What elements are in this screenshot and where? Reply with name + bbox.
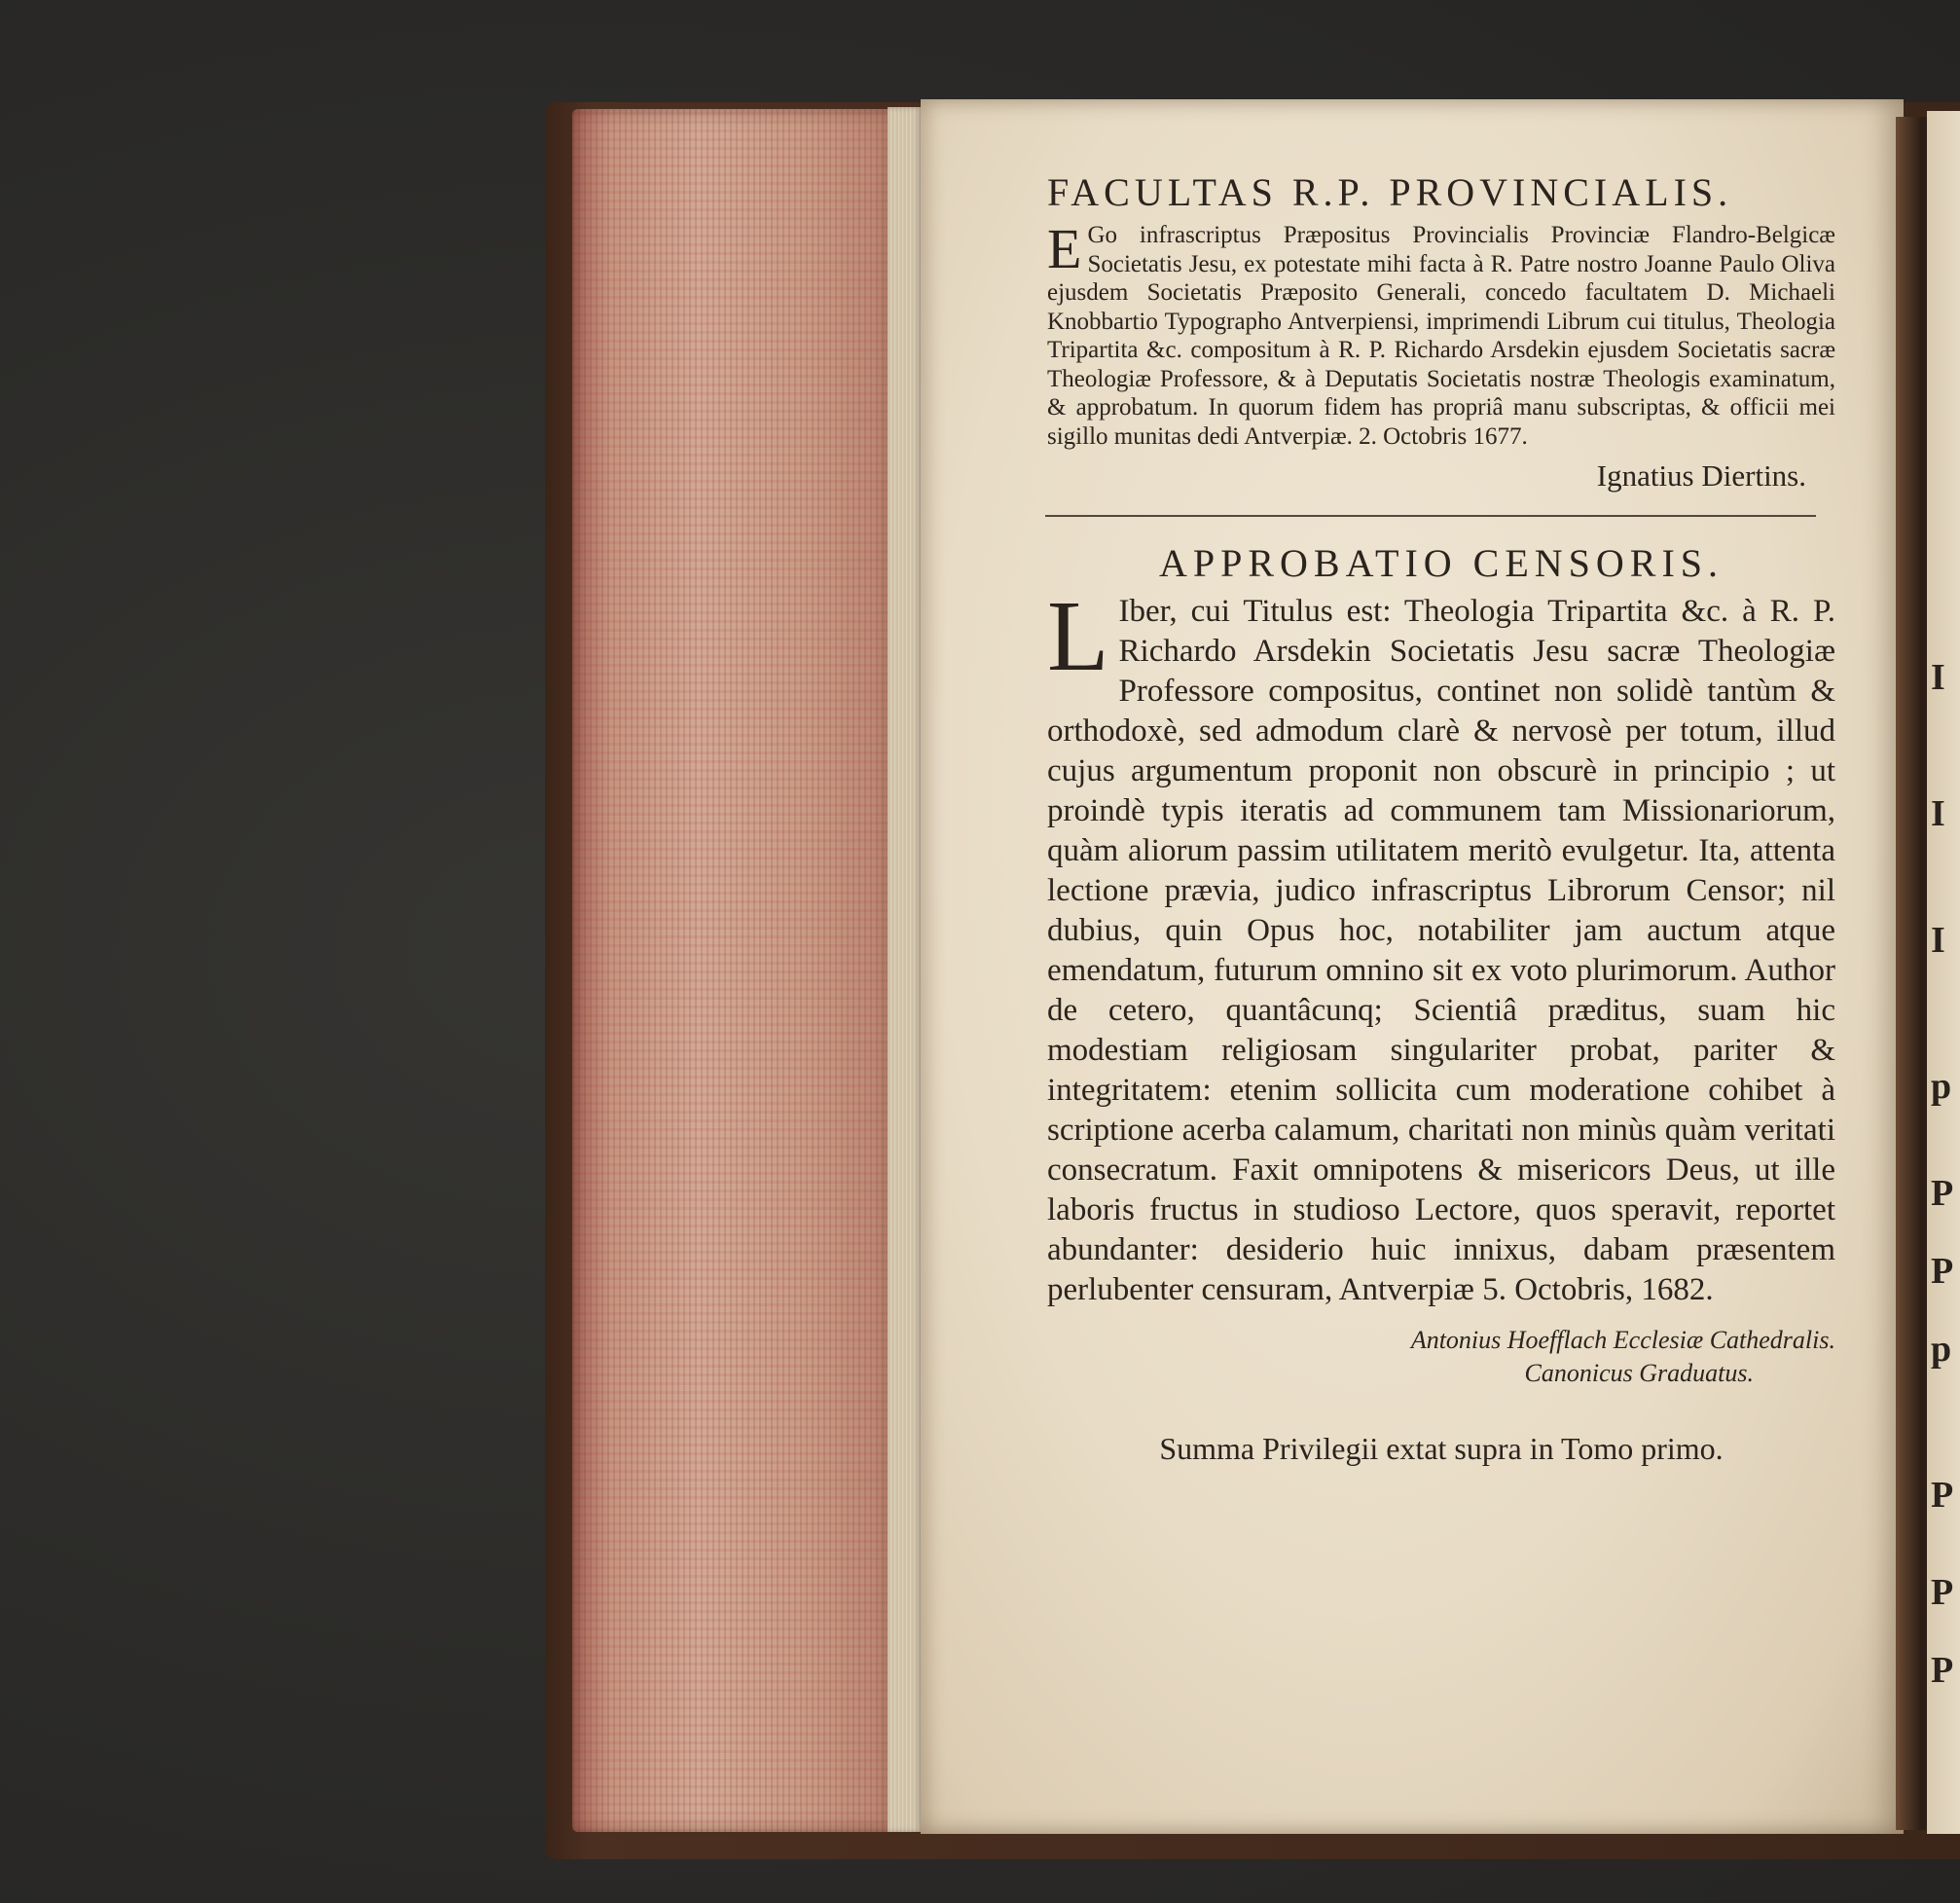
facing-page-fragment: I bbox=[1931, 657, 1945, 698]
facultas-dropcap: E bbox=[1047, 217, 1082, 280]
facing-page-fragment: p bbox=[1931, 1329, 1952, 1370]
facing-page-fragment: I bbox=[1931, 920, 1945, 961]
approbatio-heading: APPROBATIO CENSORIS. bbox=[1158, 541, 1724, 585]
facing-page-edge bbox=[1927, 111, 1960, 1834]
book-page bbox=[921, 99, 1904, 1834]
facing-page-fragment: P bbox=[1931, 1650, 1954, 1691]
facultas-body: Go infrascriptus Præpositus Provincialis Provinciæ Flandro-Belgicæ Societatis Jesu, ex potestate mihi facta à R. Patre nostro Joanne Paulo Oliva ejusdem Societatis Præposito Generali, concedo facultatem D. Michaeli Knobbartio Typographo Antverpiensi, imprimendi Librum cui titulus, Theologia Tripartita &c. compositum à R. P. Richardo Arsdekin ejusdem Societatis sacræ Theologiæ Professore, & à Deputatis Societatis nostræ Theologis examinatum, & approbatum. In quorum fidem has propriâ manu subscriptas, & officii mei sigillo munitas dedi Antverpiæ. 2. Octobris 1677. bbox=[1047, 222, 1835, 450]
approbatio-dropcap: L bbox=[1047, 580, 1109, 692]
facing-page-fragment: p bbox=[1931, 1066, 1952, 1107]
facultas-heading: FACULTAS R.P. PROVINCIALIS. bbox=[1047, 170, 1733, 214]
facultas-signer: Ignatius Diertins. bbox=[1596, 458, 1806, 493]
facing-page-fragment: I bbox=[1931, 793, 1945, 834]
privilege-note: Summa Privilegii extat supra in Tomo primo. bbox=[1159, 1431, 1724, 1466]
approbatio-body: Iber, cui Titulus est: Theologia Tripartita &c. à R. P. Richardo Arsdekin Societatis Jesu sacræ Theologiæ Professore compositus, continet non solidè tantùm & orthodoxè, sed admodum clarè & nervosè per totum, illud cujus argumentum proponit non obscurè in principio ; ut proindè typis iteratis ad communem tam Missionariorum, quàm aliorum passim utilitatem meritò evulgetur. Ita, attenta lectione prævia, judico infrascriptus Librorum Censor; nil dubius, quin Opus hoc, notabiliter jam auctum atque emendatum, futurum omnino sit ex voto plurimorum. Author de cetero, quantâcunq; Scientiâ præditus, suam hic modestiam religiosam singulariter probat, pariter & integritatem: etenim sollicita cum moderatione cohibet à scriptione acerba calamum, charitati non minùs quàm veritati consecratum. Faxit omnipotens & misericors Deus, ut ille laboris fructus in studioso Lectore, quos speravit, reportet abundanter: desiderio huic innixus, dabam præsentem perlubenter censuram, Antverpiæ 5. Octobris, 1682. bbox=[1047, 594, 1835, 1307]
approbatio-paragraph bbox=[1047, 580, 1835, 1310]
page-block-edge bbox=[572, 109, 893, 1832]
facing-page-fragment: P bbox=[1931, 1251, 1954, 1292]
approbatio-signer bbox=[1047, 1324, 1835, 1390]
facing-page-fragment: P bbox=[1931, 1572, 1954, 1613]
section-divider bbox=[1045, 515, 1816, 517]
page-text bbox=[1047, 169, 1835, 1467]
approbatio-signer-name: Antonius Hoefflach Ecclesiæ Cathedralis. bbox=[1410, 1326, 1835, 1354]
facultas-paragraph bbox=[1047, 217, 1835, 451]
approbatio-signer-title: Canonicus Graduatus. bbox=[1524, 1359, 1754, 1387]
open-book bbox=[545, 78, 1960, 1859]
facing-page-fragment: P bbox=[1931, 1173, 1954, 1214]
facing-page-fragment: P bbox=[1931, 1475, 1954, 1516]
page-stack bbox=[888, 107, 923, 1832]
